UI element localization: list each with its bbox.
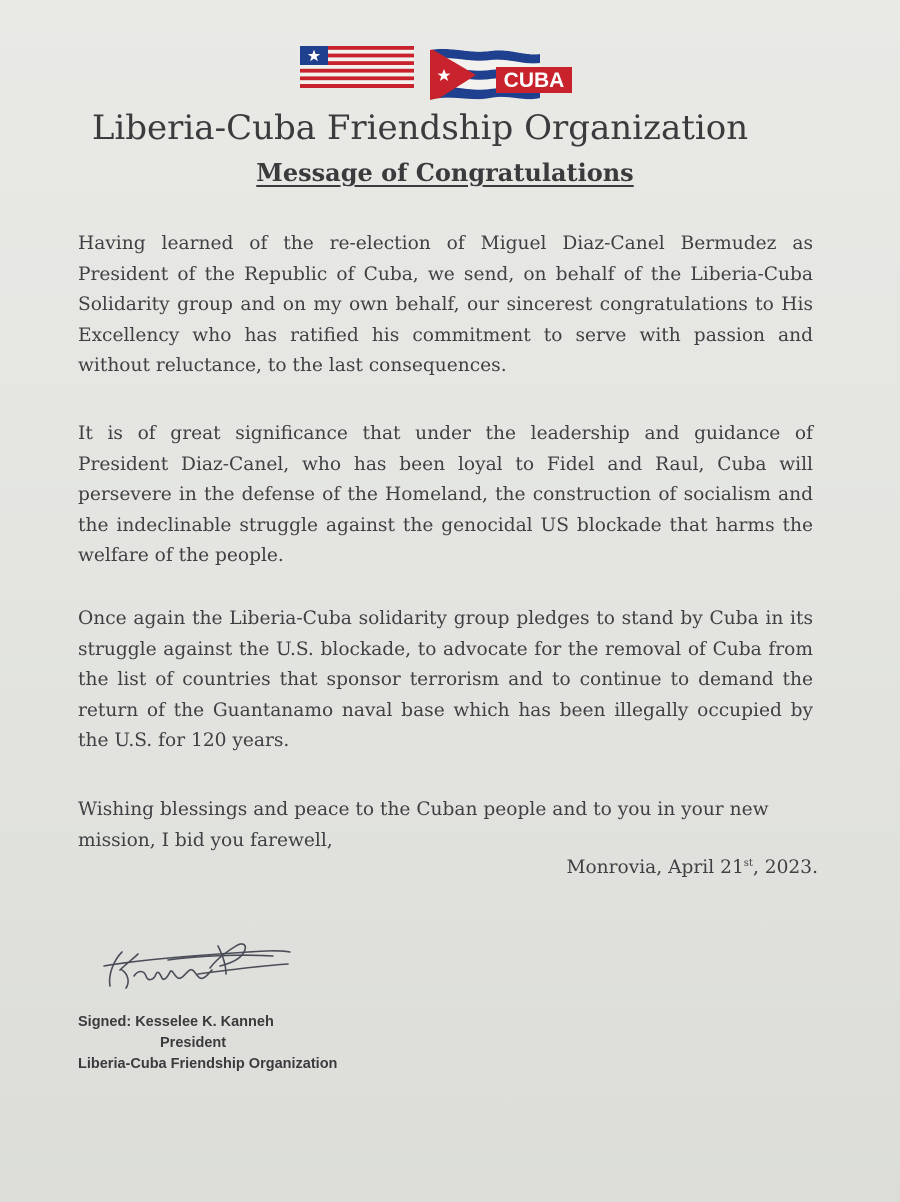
dateline — [0, 857, 818, 878]
dateline-ordinal: st — [743, 857, 753, 869]
flag-header — [0, 44, 900, 104]
paragraph-congratulations: Having learned of the re-election of Miguel Diaz-Canel Bermudez as President of the Republic of Cuba, we send, on behalf of the Liberia-Cuba Solidarity group and on my own behalf, our sincerest congratulations to His Excellency who has ratified his commitment to serve with passion and without reluctance, to the last consequences. — [78, 233, 813, 376]
signed-name: Signed: Kesselee K. Kanneh — [78, 1014, 274, 1030]
dateline-place-date: Monrovia, April 21 — [566, 857, 744, 878]
cuba-flag-label: CUBA — [503, 69, 565, 92]
signer-title: President — [160, 1035, 227, 1051]
signer-organization: Liberia-Cuba Friendship Organization — [78, 1056, 338, 1072]
paragraph-farewell: Wishing blessings and peace to the Cuban people and to you in your new mission, I bid you farewell, — [78, 799, 769, 851]
paragraph-significance: It is of great significance that under the leadership and guidance of President Diaz-Canel, who has been loyal to Fidel and Raul, Cuba will persevere in the defense of the Homeland, the construction of socialism and the indeclinable struggle against the genocidal US blockade that harms the welfare of the people. — [78, 423, 813, 566]
signature-block — [78, 1012, 337, 1075]
liberia-flag-icon — [300, 46, 414, 88]
organization-title: Liberia-Cuba Friendship Organization — [91, 108, 749, 148]
document-subtitle: Message of Congratulations — [256, 158, 634, 187]
paragraph-solidarity-pledge: Once again the Liberia-Cuba solidarity group pledges to stand by Cuba in its struggle against the U.S. blockade, to advocate for the removal of Cuba from the list of countries that sponsor terrorism and to continue to demand the return of the Guantanamo naval base which has been illegally occupied by the U.S. for 120 years. — [78, 608, 813, 751]
dateline-year: , 2023. — [752, 857, 818, 878]
handwritten-signature — [98, 930, 298, 1000]
cuba-flag-icon — [430, 48, 572, 104]
